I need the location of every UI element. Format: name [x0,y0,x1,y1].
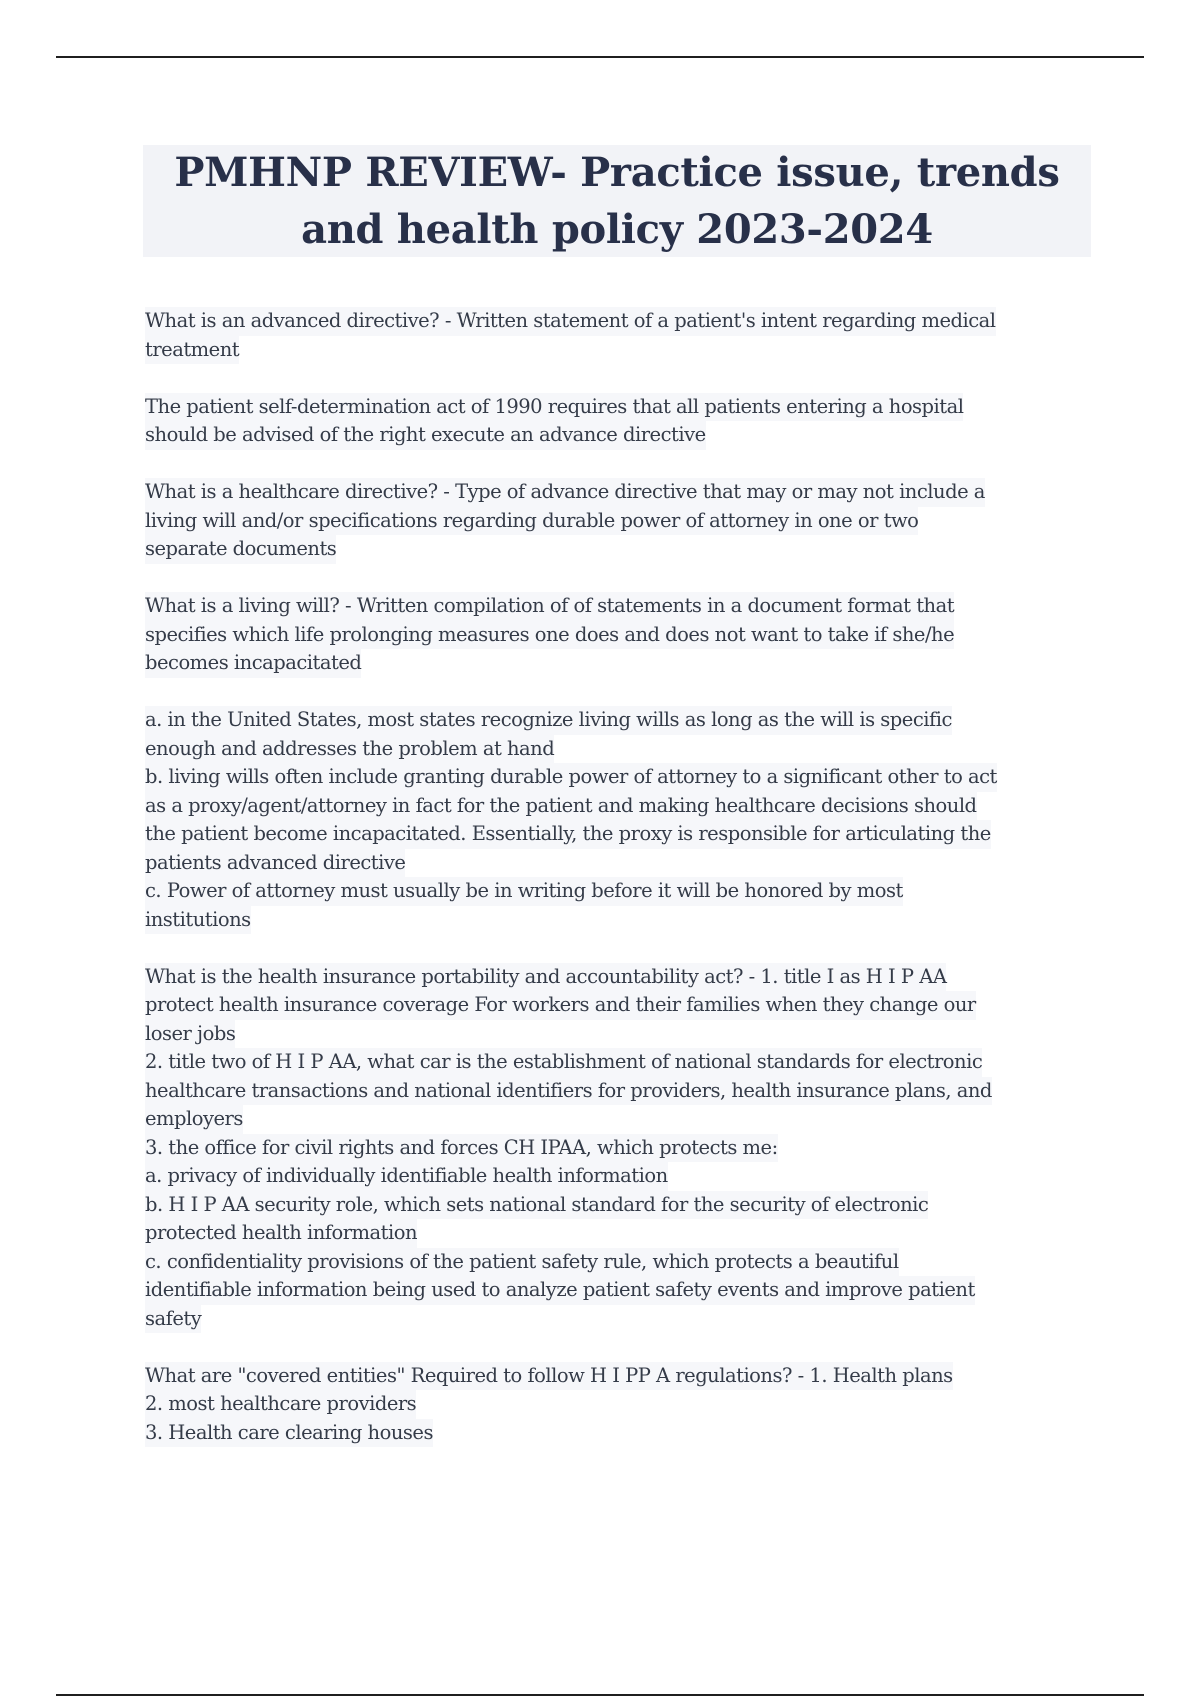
text-line: What is a healthcare directive? - Type of advance directive that may or may not include a [145,478,985,507]
title-line-1: PMHNP REVIEW- Practice issue, trends [174,149,1060,196]
text-line: safety [145,1305,201,1334]
text-line: as a proxy/agent/attorney in fact for the patient and making healthcare decisions should [145,792,977,821]
text-line: a. in the United States, most states recognize living wills as long as the will is specific [145,706,952,735]
text-line: patients advanced directive [145,849,405,878]
text-line: c. Power of attorney must usually be in writing before it will be honored by most [145,877,903,906]
text-line: healthcare transactions and national identifiers for providers, health insurance plans, and [145,1077,992,1106]
text-line: living will and/or specifications regarding durable power of attorney in one or two [145,507,918,536]
text-line: protected health information [145,1219,417,1248]
qa-block [145,592,1095,678]
text-line: 3. Health care clearing houses [145,1419,433,1448]
text-line: The patient self-determination act of 1990 requires that all patients entering a hospital [145,393,963,422]
text-line: What is the health insurance portability and accountability act? - 1. title I as H I P AA [145,963,946,992]
qa-block [145,393,1095,450]
document-body [145,307,1095,1476]
text-line: 2. most healthcare providers [145,1390,416,1419]
text-line: separate documents [145,535,336,564]
text-line: should be advised of the right execute an advance directive [145,421,706,450]
text-line: 3. the office for civil rights and forces CH IPAA, which protects me: [145,1134,778,1163]
text-line: What is a living will? - Written compilation of of statements in a document format that [145,592,954,621]
text-line: specifies which life prolonging measures one does and does not want to take if she/he [145,621,954,650]
document-title [174,144,1059,258]
text-line: What is an advanced directive? - Written statement of a patient's intent regarding medical [145,307,996,336]
title-box [143,145,1091,257]
qa-block [145,478,1095,564]
text-line: becomes incapacitated [145,649,361,678]
text-line: the patient become incapacitated. Essentially, the proxy is responsible for articulating the [145,820,991,849]
text-line: enough and addresses the problem at hand [145,735,554,764]
text-line: protect health insurance coverage For workers and their families when they change our [145,991,976,1020]
text-line: employers [145,1105,243,1134]
qa-block [145,963,1095,1334]
text-line: a. privacy of individually identifiable health information [145,1162,668,1191]
qa-block [145,706,1095,934]
text-line: b. living wills often include granting durable power of attorney to a significant other to act [145,763,997,792]
text-line: treatment [145,336,239,365]
top-rule [56,56,1144,58]
text-line: 2. title two of H I P AA, what car is the establishment of national standards for electronic [145,1048,982,1077]
text-line: institutions [145,906,251,935]
text-line: c. confidentiality provisions of the patient safety rule, which protects a beautiful [145,1248,899,1277]
text-line: loser jobs [145,1020,235,1049]
bottom-rule [56,1694,1144,1696]
title-line-2: and health policy 2023-2024 [301,206,933,253]
qa-block [145,1362,1095,1448]
text-line: identifiable information being used to analyze patient safety events and improve patient [145,1276,975,1305]
text-line: b. H I P AA security role, which sets national standard for the security of electronic [145,1191,928,1220]
text-line: What are "covered entities" Required to follow H I PP A regulations? - 1. Health plans [145,1362,953,1391]
qa-block [145,307,1095,364]
